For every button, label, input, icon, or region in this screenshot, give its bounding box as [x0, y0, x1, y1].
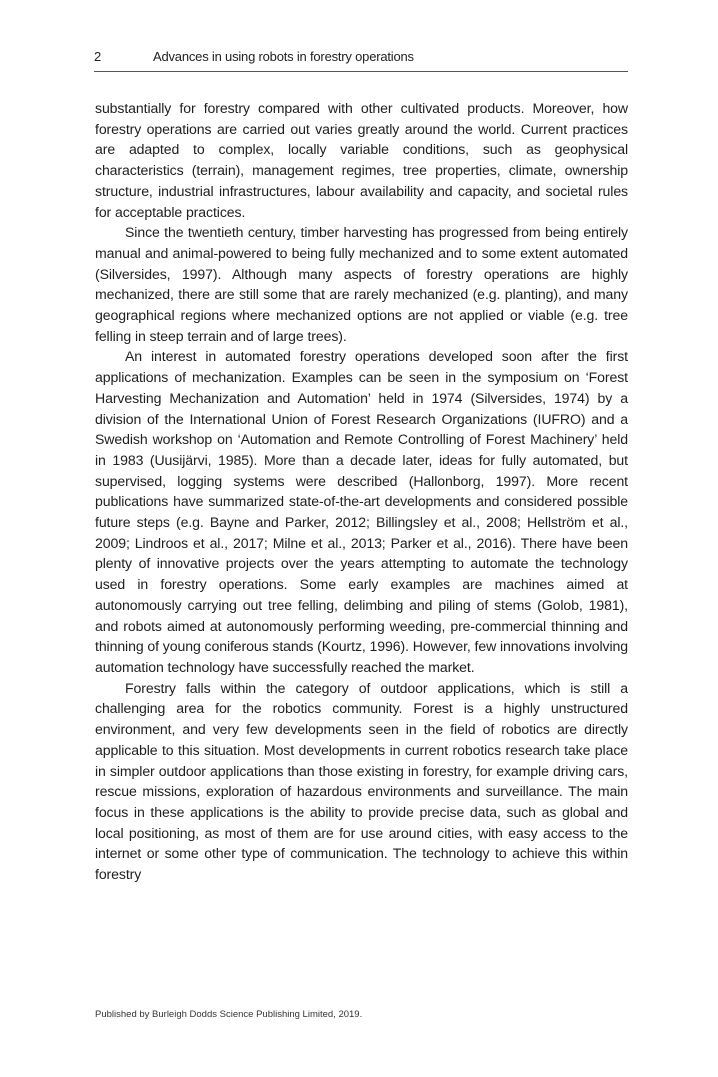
- body-text: [95, 98, 628, 885]
- running-header: [94, 47, 628, 72]
- paragraph-automated-operations: An interest in automated forestry operations developed soon after the first applications of mechanization. Examples can be seen in the symposium on ‘Forest Harvesting Mechanization and Automation’ held in 1974 (Silversides, 1974) by a division of the International Union of Forest Research Organizations (IUFRO) and a Swedish workshop on ‘Automation and Remote Controlling of Forest Machinery’ held in 1983 (Uusijärvi, 1985). More than a decade later, ideas for fully automated, but supervised, logging systems were described (Hallonborg, 1997). More recent publications have summarized state-of-the-art developments and considered possible future steps (e.g. Bayne and Parker, 2012; Billingsley et al., 2008; Hellström et al., 2009; Lindroos et al., 2017; Milne et al., 2013; Parker et al., 2016). There have been plenty of innovative projects over the years attempting to automate the technology used in forestry operations. Some early examples are machines aimed at autonomously carrying out tree felling, delimbing and piling of stems (Golob, 1981), and robots aimed at autonomously performing weeding, pre-commercial thinning and thinning of young coniferous stands (Kourtz, 1996). However, few innovations involving automation technology have successfully reached the market.: [95, 348, 628, 675]
- paragraph-continuation: substantially for forestry compared with other cultivated products. Moreover, how forestry operations are carried out varies greatly around the world. Current practices are adapted to complex, locally variable conditions, such as geophysical characteristics (terrain), management regimes, tree properties, climate, ownership structure, industrial infrastructures, labour availability and capacity, and societal rules for acceptable practices.: [95, 100, 628, 220]
- book-title: Advances in using robots in forestry operations: [153, 49, 414, 64]
- page-number: 2: [94, 49, 102, 64]
- paragraph-outdoor-applications: Forestry falls within the category of outdoor applications, which is still a challenging area for the robotics community. Forest is a highly unstructured environment, and very few developments seen in the field of robotics are directly applicable to this situation. Most developments in current robotics research take place in simpler outdoor applications than those existing in forestry, for example driving cars, rescue missions, exploration of hazardous environments and surveillance. The main focus in these applications is the ability to provide precise data, such as global and local positioning, as most of them are for use around cities, with easy access to the internet or some other type of communication. The technology to achieve this within forestry: [95, 679, 628, 883]
- publisher-footer: Published by Burleigh Dodds Science Publishing Limited, 2019.: [95, 1009, 363, 1020]
- paragraph-timber-harvesting: Since the twentieth century, timber harvesting has progressed from being entirely manual and animal-powered to being fully mechanized and to some extent automated (Silversides, 1997). Although many aspects of forestry operations are highly mechanized, there are still some that are rarely mechanized (e.g. planting), and many geographical regions where mechanized options are not applied or viable (e.g. tree felling in steep terrain and of large trees).: [95, 224, 628, 344]
